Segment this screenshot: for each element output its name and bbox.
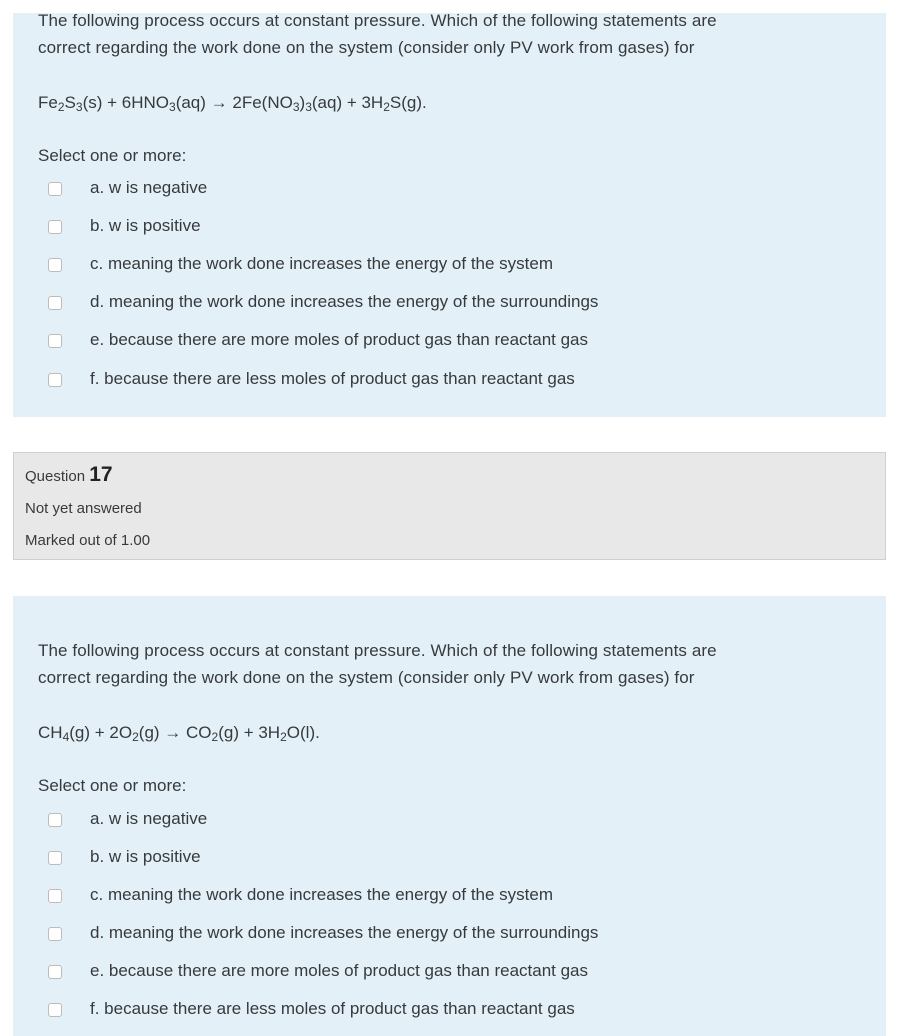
checkbox[interactable]	[48, 1003, 62, 1017]
checkbox[interactable]	[48, 373, 62, 387]
option-e[interactable]	[13, 959, 873, 989]
option-f[interactable]	[13, 367, 873, 397]
checkbox[interactable]	[48, 334, 62, 348]
option-f[interactable]	[13, 997, 873, 1027]
checkbox[interactable]	[48, 851, 62, 865]
option-d[interactable]	[13, 921, 873, 951]
reaction-equation: $CH_4(g) + 2O_2(g) \to CO_2(g) + 3H_2O(l)$.	[38, 723, 320, 744]
option-d[interactable]	[13, 290, 873, 320]
checkbox[interactable]	[48, 258, 62, 272]
option-a[interactable]	[13, 807, 873, 837]
reaction-equation: $Fe_2S_3(s) + 6HNO_3(aq) \to 2Fe(NO_3)_3(aq) + 3H_2S(g)$.	[38, 93, 427, 114]
option-label: b. w is positive	[90, 216, 201, 235]
option-c[interactable]	[13, 883, 873, 913]
option-label: c. meaning the work done increases the energy of the system	[90, 254, 554, 273]
checkbox[interactable]	[48, 965, 62, 979]
checkbox[interactable]	[48, 182, 62, 196]
option-c[interactable]	[13, 252, 873, 282]
select-prompt: Select one or more:	[38, 776, 187, 795]
checkbox[interactable]	[48, 296, 62, 310]
option-label: f. because there are less moles of product gas than reactant gas	[90, 999, 575, 1018]
checkbox[interactable]	[48, 220, 62, 234]
option-label: a. w is negative	[90, 178, 208, 197]
question-grade: Marked out of 1.00	[25, 532, 151, 549]
question-17-content	[13, 596, 886, 1036]
option-label: d. meaning the work done increases the energy of the surroundings	[90, 292, 599, 311]
checkbox[interactable]	[48, 813, 62, 827]
checkbox[interactable]	[48, 889, 62, 903]
question-text: The following process occurs at constant pressure. Which of the following statements are correct regarding the work done on the system (consider only PV work from gases) for	[38, 11, 717, 57]
option-label: c. meaning the work done increases the energy of the system	[90, 885, 554, 904]
question-number: Question 17	[25, 463, 113, 486]
question-16-content	[13, 13, 886, 417]
question-text: The following process occurs at constant pressure. Which of the following statements are correct regarding the work done on the system (consider only PV work from gases) for	[38, 641, 717, 687]
checkbox[interactable]	[48, 927, 62, 941]
option-label: e. because there are more moles of product gas than reactant gas	[90, 961, 589, 980]
option-a[interactable]	[13, 176, 873, 206]
option-e[interactable]	[13, 328, 873, 358]
question-state: Not yet answered	[25, 500, 142, 517]
option-label: b. w is positive	[90, 847, 201, 866]
option-b[interactable]	[13, 214, 873, 244]
select-prompt: Select one or more:	[38, 146, 187, 165]
option-label: a. w is negative	[90, 809, 208, 828]
option-label: d. meaning the work done increases the energy of the surroundings	[90, 923, 599, 942]
question-17-info	[13, 452, 886, 560]
option-label: f. because there are less moles of product gas than reactant gas	[90, 369, 575, 388]
option-b[interactable]	[13, 845, 873, 875]
option-label: e. because there are more moles of product gas than reactant gas	[90, 330, 589, 349]
